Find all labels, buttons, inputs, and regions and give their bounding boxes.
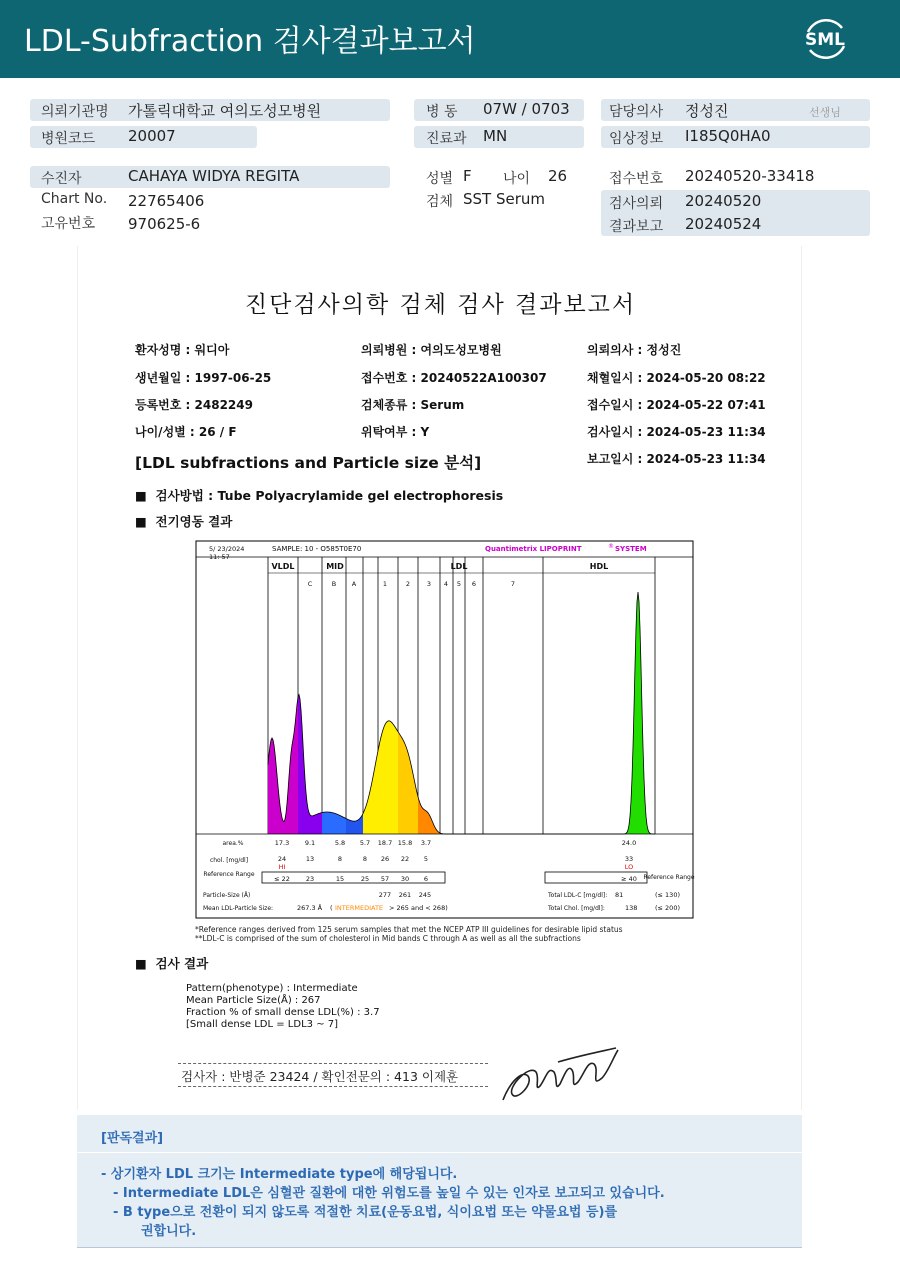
field-doctor: 의뢰의사 : 정성진 xyxy=(587,343,682,357)
field-spectype: 검체종류 : Serum xyxy=(361,398,465,412)
ref-value: ≤ 22 xyxy=(274,875,290,883)
chol-value: 26 xyxy=(380,855,390,863)
uid-value: 970625-6 xyxy=(128,215,201,233)
chart-brand-suffix: SYSTEM xyxy=(615,545,647,553)
chol-value: 8 xyxy=(362,855,368,863)
footnote-1: *Reference ranges derived from 125 serum samples that met the NCEP ATP III guidelines for desirable lipid status xyxy=(195,925,623,934)
band-label: 7 xyxy=(510,580,516,588)
chol-value: 24 xyxy=(277,855,287,863)
ref-side-label: Reference Range xyxy=(643,874,695,881)
band-label: 2 xyxy=(405,580,411,588)
sex-label: 성별 xyxy=(426,171,454,187)
logo-text: SML xyxy=(805,30,845,50)
org-value: 가톨릭대학교 여의도성모병원 xyxy=(128,102,322,120)
field-report: 보고일시 : 2024-05-23 11:34 xyxy=(587,452,766,466)
mean-class-range: > 265 and < 268) xyxy=(389,904,448,912)
field-consign: 위탁여부 : Y xyxy=(361,425,430,439)
request-value: 20240520 xyxy=(685,192,762,210)
ward-label: 병 동 xyxy=(426,104,458,120)
section-title: [LDL subfractions and Particle size 분석] xyxy=(135,454,482,472)
report-title: LDL-Subfraction 검사결과보고서 xyxy=(24,24,476,59)
judgement-panel xyxy=(77,1115,802,1248)
age-label: 나이 xyxy=(503,171,531,187)
area-value: 5.8 xyxy=(334,839,346,847)
ref-value: 30 xyxy=(400,875,410,883)
ref-row-label: Reference Range xyxy=(203,871,255,878)
field-birth: 생년월일 : 1997-06-25 xyxy=(135,371,272,385)
result-line: Mean Particle Size(Å) : 267 xyxy=(186,995,321,1006)
area-value: 3.7 xyxy=(420,839,432,847)
total-chol-ref: (≤ 200) xyxy=(655,904,680,912)
chol-value: 8 xyxy=(337,855,343,863)
total-chol-value: 138 xyxy=(625,904,638,912)
judgement-line: - 상기환자 LDL 크기는 Intermediate type에 해당됩니다. xyxy=(101,1167,458,1182)
area-value: 18.7 xyxy=(377,839,393,847)
clin-value: I185Q0HA0 xyxy=(685,127,771,145)
field-draw: 채혈일시 : 2024-05-20 08:22 xyxy=(587,371,766,385)
band-label: 5 xyxy=(456,580,462,588)
ref-value: 25 xyxy=(360,875,370,883)
result-line: Pattern(phenotype) : Intermediate xyxy=(186,983,358,994)
particle-size-value: 261 xyxy=(398,891,412,899)
band-label: C xyxy=(307,580,313,588)
chol-value: 33 xyxy=(624,855,634,863)
patient-label: 수진자 xyxy=(41,171,82,187)
chol-row-label: chol. [mg/dl] xyxy=(209,857,249,864)
field-agesex: 나이/성별 : 26 / F xyxy=(135,425,237,439)
area-value: 24.0 xyxy=(621,839,637,847)
scanned-report xyxy=(77,246,802,1110)
band-label: A xyxy=(351,580,357,588)
age-value: 26 xyxy=(548,167,568,185)
mean-row-label: Mean LDL-Particle Size: xyxy=(203,905,274,912)
band-label: 1 xyxy=(382,580,388,588)
field-name: 환자성명 : 워디아 xyxy=(135,343,230,357)
judgement-line: 권합니다. xyxy=(141,1224,197,1239)
ref-value: 15 xyxy=(335,875,345,883)
judgement-line: - B type으로 전환이 되지 않도록 적절한 치료(운동요법, 식이요법 또는 약물요법 등)를 xyxy=(113,1205,618,1220)
chol-value: 22 xyxy=(400,855,410,863)
field-recno: 접수번호 : 20240522A100307 xyxy=(361,371,547,385)
field-recv: 접수일시 : 2024-05-22 07:41 xyxy=(587,398,766,412)
chartno-label: Chart No. xyxy=(41,191,108,207)
ref-value: ≥ 40 xyxy=(621,875,637,883)
total-ldl-label: Total LDL-C [mg/dl]: xyxy=(548,892,608,899)
chart-brand-mark: ® xyxy=(608,543,614,550)
hdl-flag: LO xyxy=(624,863,634,871)
field-hosp: 의뢰병원 : 여의도성모병원 xyxy=(361,343,502,357)
group-label: VLDL xyxy=(271,562,295,571)
doc-label: 담당의사 xyxy=(609,104,664,120)
hcode-label: 병원코드 xyxy=(41,131,96,147)
mean-class-value: INTERMEDIATE xyxy=(335,904,384,912)
total-ldl-ref: (≤ 130) xyxy=(655,891,680,899)
chart-brand: Quantimetrix LIPOPRINT xyxy=(485,545,582,553)
signature-text: 검사자 : 반병준 23424 / 확인전문의 : 413 이제훈 xyxy=(181,1069,459,1084)
chart-sample: SAMPLE: 10 - O585T0E70 xyxy=(272,545,362,553)
group-label: LDL xyxy=(450,562,468,571)
receipt-label: 접수번호 xyxy=(609,171,664,187)
handwritten-signature xyxy=(498,1042,623,1108)
mean-size-value: 267.3 Å xyxy=(297,904,323,912)
size-row-label: Particle-Size (Å) xyxy=(203,892,251,899)
chartno-value: 22765406 xyxy=(128,192,205,210)
band-label: 4 xyxy=(443,580,449,588)
signature-line xyxy=(178,1063,488,1087)
ref-value: 57 xyxy=(380,875,390,883)
receipt-value: 20240520-33418 xyxy=(685,167,815,185)
chart-date: 5/ 23/2024 xyxy=(209,545,245,553)
paper-title: 진단검사의학 검체 검사 결과보고서 xyxy=(244,292,637,318)
field-test: 검사일시 : 2024-05-23 11:34 xyxy=(587,425,766,439)
divider xyxy=(77,1152,802,1153)
electro-line: ■ 전기영동 결과 xyxy=(135,514,233,529)
band-label: 3 xyxy=(426,580,432,588)
org-label: 의뢰기관명 xyxy=(41,104,109,120)
chol-value: 5 xyxy=(423,855,429,863)
report-date-label: 결과보고 xyxy=(609,219,664,235)
result-heading: ■ 검사 결과 xyxy=(135,956,209,971)
hcode-value: 20007 xyxy=(128,127,176,145)
total-ldl-value: 81 xyxy=(615,891,624,899)
clin-label: 임상정보 xyxy=(609,131,664,147)
patient-value: CAHAYA WIDYA REGITA xyxy=(128,167,300,185)
result-line: [Small dense LDL = LDL3 ~ 7] xyxy=(186,1019,339,1030)
specimen-label: 검체 xyxy=(426,194,454,210)
dept-label: 진료과 xyxy=(426,131,467,147)
total-chol-label: Total Chol. [mg/dl]: xyxy=(548,905,605,912)
result-line: Fraction % of small dense LDL(%) : 3.7 xyxy=(186,1007,380,1018)
area-row-label: area.% xyxy=(222,840,244,847)
band-label: 6 xyxy=(471,580,477,588)
particle-size-value: 277 xyxy=(378,891,392,899)
specimen-value: SST Serum xyxy=(463,190,546,208)
doc-suffix: 선생님 xyxy=(809,106,841,119)
area-value: 15.8 xyxy=(397,839,413,847)
band-label: B xyxy=(331,580,337,588)
uid-label: 고유번호 xyxy=(41,216,96,232)
area-value: 5.7 xyxy=(359,839,371,847)
ref-value: 23 xyxy=(305,875,315,883)
chart-time: 11: 57 xyxy=(209,553,230,561)
ward-value: 07W / 0703 xyxy=(483,100,570,118)
footnote-2: **LDL-C is comprised of the sum of cholesterol in Mid bands C through A as well as all the subfractions xyxy=(195,934,581,943)
divider xyxy=(77,1247,802,1248)
request-label: 검사의뢰 xyxy=(609,196,664,212)
ref-value: 6 xyxy=(423,875,429,883)
method-line: ■ 검사방법 : Tube Polyacrylamide gel electrophoresis xyxy=(135,488,504,503)
vldl-flag: HI xyxy=(278,863,286,871)
sex-value: F xyxy=(463,167,472,185)
mean-class-paren: ( xyxy=(330,904,333,912)
report-date-value: 20240524 xyxy=(685,215,762,233)
sml-logo xyxy=(800,14,850,64)
doc-value: 정성진 xyxy=(685,102,729,120)
lipoprint-chart xyxy=(195,540,695,920)
group-label: HDL xyxy=(589,562,609,571)
area-value: 17.3 xyxy=(274,839,290,847)
field-regno: 등록번호 : 2482249 xyxy=(135,398,253,412)
report-header xyxy=(0,0,900,78)
chart-frame xyxy=(196,541,693,918)
judgement-line: - Intermediate LDL은 심혈관 질환에 대한 위험도를 높일 수 있는 인자로 보고되고 있습니다. xyxy=(113,1186,665,1201)
chol-value: 13 xyxy=(305,855,315,863)
group-label: MID xyxy=(326,562,344,571)
judgement-heading: [판독결과] xyxy=(101,1131,164,1146)
particle-size-value: 245 xyxy=(418,891,432,899)
area-value: 9.1 xyxy=(304,839,316,847)
dept-value: MN xyxy=(483,127,508,145)
